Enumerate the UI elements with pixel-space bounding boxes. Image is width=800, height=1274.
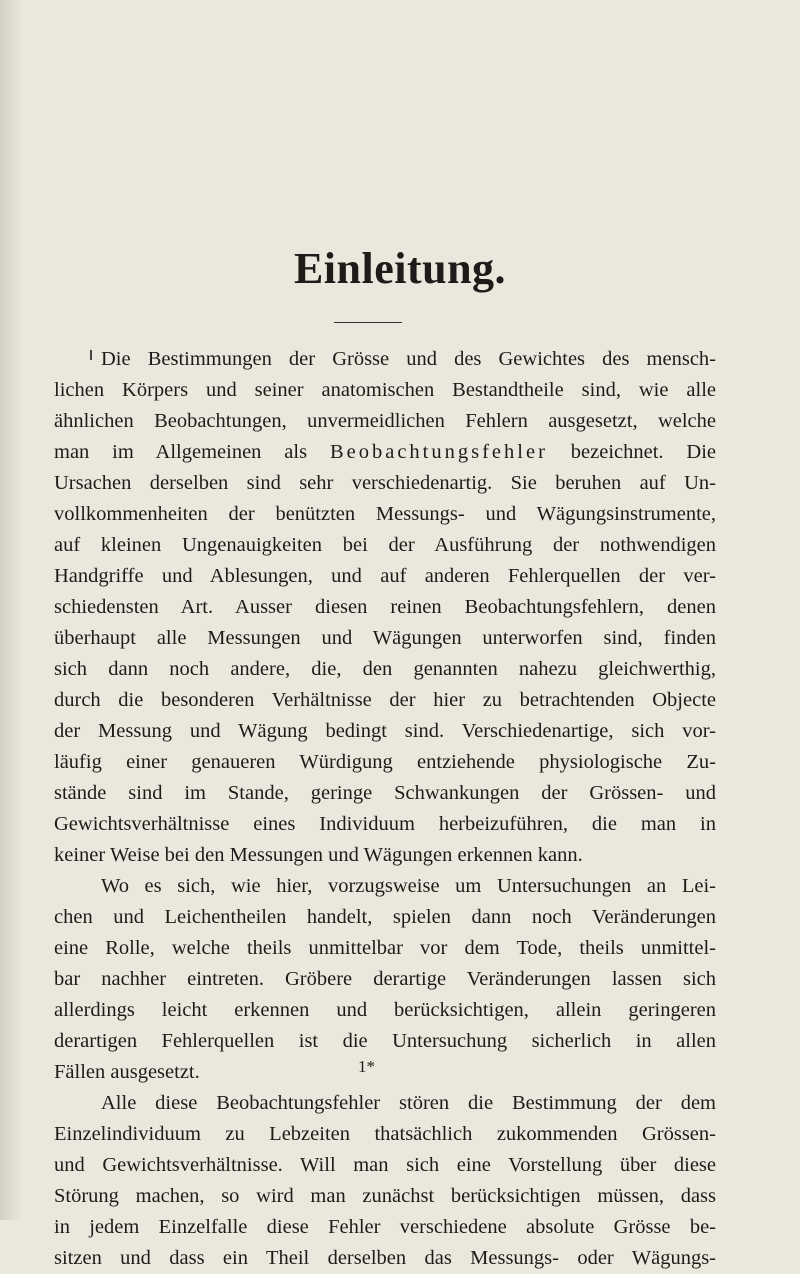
- text-line: eine Rolle, welche theils unmittelbar vor dem Tode, theils unmittel-: [54, 937, 716, 959]
- heading-divider: [334, 322, 402, 323]
- text-segment: bezeichnet. Die: [570, 441, 716, 463]
- text-line: keiner Weise bei den Messungen und Wägungen erkennen kann.: [54, 844, 583, 866]
- text-line: und Gewichtsverhältnisse. Will man sich eine Vorstellung über diese: [54, 1154, 716, 1176]
- text-line: überhaupt alle Messungen und Wägungen unterworfen sind, finden: [54, 627, 716, 649]
- text-line: auf kleinen Ungenauigkeiten bei der Ausführung der nothwendigen: [54, 534, 716, 556]
- text-line: Alle diese Beobachtungsfehler stören die Bestimmung der dem: [101, 1092, 716, 1114]
- text-line: Einzelindividuum zu Lebzeiten thatsächlich zukommenden Grössen-: [54, 1123, 716, 1145]
- text-line: Handgriffe und Ablesungen, und auf anderen Fehlerquellen der ver-: [54, 565, 716, 587]
- text-line: läufig einer genaueren Würdigung entziehende physiologische Zu-: [54, 751, 716, 773]
- chapter-heading: Einleitung.: [293, 244, 507, 293]
- text-line: in jedem Einzelfalle diese Fehler verschiedene absolute Grösse be-: [54, 1216, 716, 1238]
- page-edge-shadow: [0, 0, 22, 1220]
- text-line: ähnlichen Beobachtungen, unvermeidlichen Fehlern ausgesetzt, welche: [54, 410, 716, 432]
- text-line: sich dann noch andere, die, den genannten nahezu gleichwerthig,: [54, 658, 716, 680]
- body-text: [54, 344, 716, 1274]
- text-line: allerdings leicht erkennen und berücksichtigen, allein geringeren: [54, 999, 716, 1021]
- text-line: vollkommenheiten der benützten Messungs- und Wägungsinstrumente,: [54, 503, 716, 525]
- text-line: durch die besonderen Verhältnisse der hier zu betrachtenden Objecte: [54, 689, 716, 711]
- text-line: Wo es sich, wie hier, vorzugsweise um Untersuchungen an Lei-: [101, 875, 716, 897]
- text-line: stände sind im Stande, geringe Schwankungen der Grössen- und: [54, 782, 716, 804]
- text-line: derartigen Fehlerquellen ist die Untersuchung sicherlich in allen: [54, 1030, 716, 1052]
- text-line-with-emphasis: [54, 437, 716, 468]
- emphasized-term: Beobachtungsfehler: [329, 441, 548, 463]
- page-number: 1*: [358, 1057, 375, 1076]
- text-line: der Messung und Wägung bedingt sind. Verschiedenartige, sich vor-: [54, 720, 716, 742]
- text-line: Störung machen, so wird man zunächst berücksichtigen müssen, dass: [54, 1185, 716, 1207]
- text-line: Die Bestimmungen der Grösse und des Gewichtes des mensch-: [101, 348, 716, 370]
- text-line: sitzen und dass ein Theil derselben das Messungs- oder Wägungs-: [54, 1247, 716, 1269]
- text-line: lichen Körpers und seiner anatomischen Bestandtheile sind, wie alle: [54, 379, 716, 401]
- text-line: Ursachen derselben sind sehr verschiedenartig. Sie beruhen auf Un-: [54, 472, 716, 494]
- text-line: schiedensten Art. Ausser diesen reinen Beobachtungsfehlern, denen: [54, 596, 716, 618]
- text-line: Gewichtsverhältnisse eines Individuum herbeizuführen, die man in: [54, 813, 716, 835]
- text-line: bar nachher eintreten. Gröbere derartige Veränderungen lassen sich: [54, 968, 716, 990]
- text-segment: man im Allgemeinen als: [54, 441, 308, 463]
- text-line: chen und Leichentheilen handelt, spielen dann noch Veränderungen: [54, 906, 716, 928]
- text-line: Fällen ausgesetzt.: [54, 1061, 200, 1083]
